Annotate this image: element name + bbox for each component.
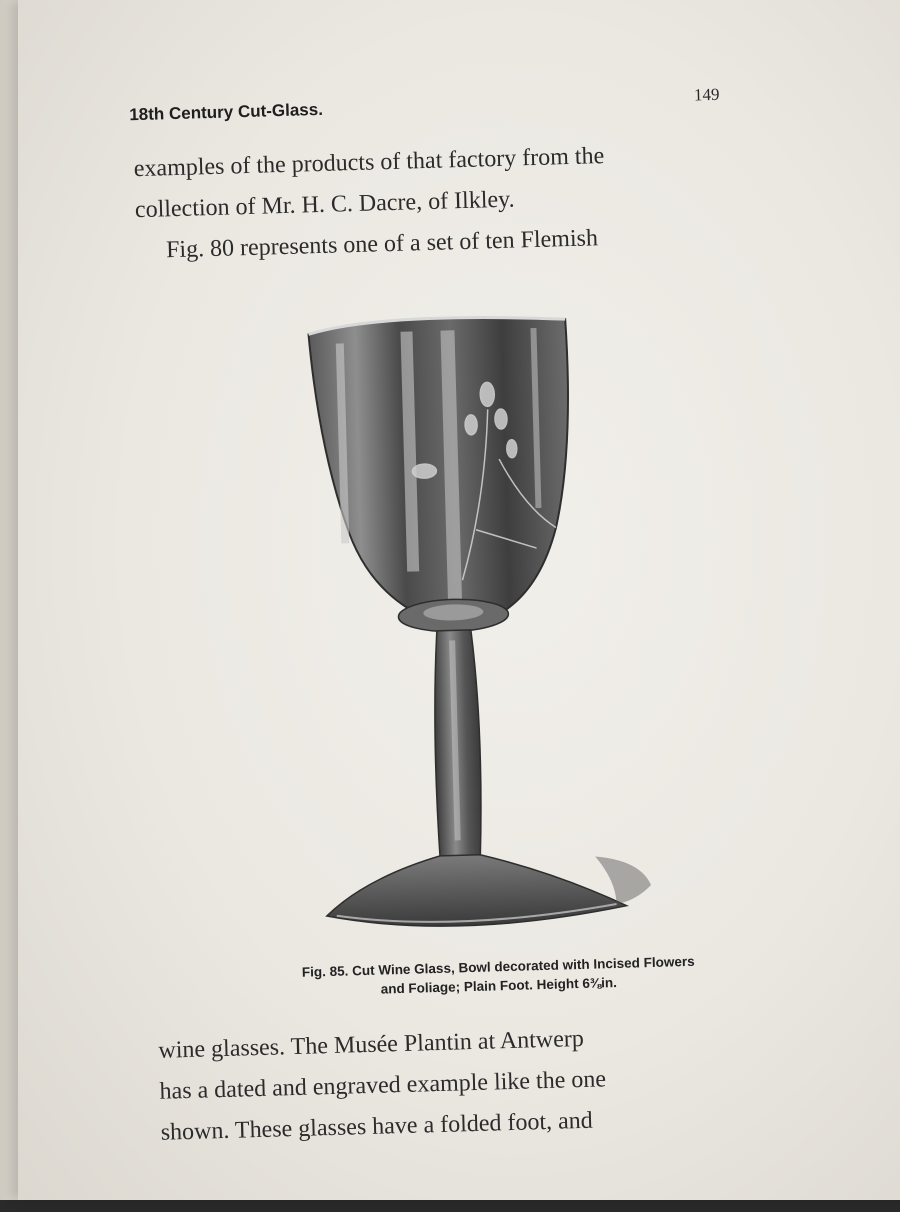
text-line: wine glasses. The Musée Plantin at Antwerp	[158, 1025, 585, 1064]
text-line: collection of Mr. H. C. Dacre, of Ilkley.	[134, 186, 515, 224]
running-head: 18th Century Cut-Glass.	[129, 99, 324, 125]
page-number: 149	[693, 84, 720, 105]
page-content	[1, 0, 900, 1212]
text-block-bottom	[158, 1014, 781, 1154]
text-line: examples of the products of that factory from the	[133, 143, 605, 183]
text-block-top	[133, 132, 756, 272]
wine-glass-illustration	[280, 295, 658, 945]
text-line: shown. These glasses have a folded foot, and	[160, 1107, 594, 1146]
figure-caption	[203, 949, 794, 1003]
book-page	[18, 0, 900, 1200]
text-line: has a dated and engraved example like the one	[159, 1066, 607, 1105]
caption-line: Fig. 85. Cut Wine Glass, Bowl decorated with Incised Flowers	[301, 953, 695, 980]
caption-line: and Foliage; Plain Foot. Height 6⅜in.	[380, 974, 618, 997]
text-line: Fig. 80 represents one of a set of ten Flemish	[165, 225, 599, 264]
